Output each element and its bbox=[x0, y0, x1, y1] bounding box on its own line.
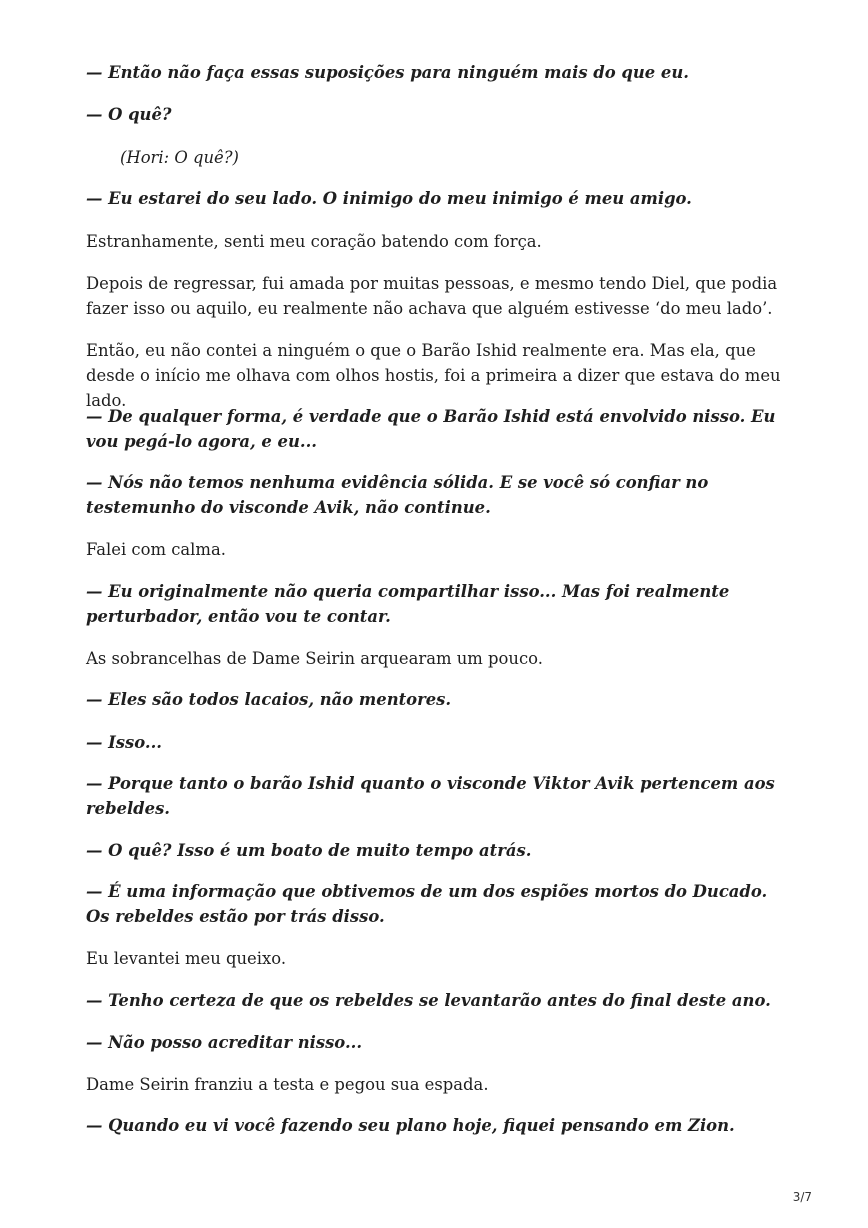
paragraph-15: — Porque tanto o barão Ishid quanto o visconde Viktor Avik pertencem aos rebeldes. bbox=[86, 774, 775, 818]
paragraph-5: Estranhamente, senti meu coração batendo com força. bbox=[86, 232, 542, 251]
paragraph-16: — O quê? Isso é um boato de muito tempo atrás. bbox=[86, 841, 532, 860]
paragraph-19: — Tenho certeza de que os rebeldes se levantarão antes do final deste ano. bbox=[86, 991, 771, 1010]
paragraph-9: — Nós não temos nenhuma evidência sólida. E se você só confiar no testemunho do visconde Avik, não continue. bbox=[86, 473, 709, 517]
paragraph-4: — Eu estarei do seu lado. O inimigo do meu inimigo é meu amigo. bbox=[86, 189, 692, 208]
paragraph-8: — De qualquer forma, é verdade que o Barão Ishid está envolvido nisso. Eu vou pegá-lo agora, e eu... bbox=[86, 407, 776, 451]
paragraph-18: Eu levantei meu queixo. bbox=[86, 949, 287, 968]
paragraph-20: — Não posso acreditar nisso... bbox=[86, 1033, 363, 1052]
paragraph-13: — Eles são todos lacaios, não mentores. bbox=[86, 690, 452, 709]
paragraph-1: — Então não faça essas suposições para ninguém mais do que eu. bbox=[86, 63, 689, 82]
page-number: 3/7 bbox=[792, 1190, 812, 1204]
paragraph-17: — É uma informação que obtivemos de um dos espiões mortos do Ducado. Os rebeldes estão por trás disso. bbox=[86, 882, 768, 926]
paragraph-11: — Eu originalmente não queria compartilhar isso... Mas foi realmente perturbador, então vou te contar. bbox=[86, 582, 730, 626]
paragraph-12: As sobrancelhas de Dame Seirin arquearam um pouco. bbox=[86, 649, 543, 668]
paragraph-2: — O quê? bbox=[86, 105, 172, 124]
paragraph-3: (Hori: O quê?) bbox=[120, 148, 239, 167]
paragraph-22: — Quando eu vi você fazendo seu plano hoje, fiquei pensando em Zion. bbox=[86, 1116, 735, 1135]
paragraph-7: Então, eu não contei a ninguém o que o Barão Ishid realmente era. Mas ela, que desde o início me olhava com olhos hostis, foi a primeira a dizer que estava do meu lado. bbox=[86, 341, 781, 410]
paragraph-10: Falei com calma. bbox=[86, 540, 226, 559]
paragraph-21: Dame Seirin franziu a testa e pegou sua espada. bbox=[86, 1075, 489, 1094]
paragraph-6: Depois de regressar, fui amada por muitas pessoas, e mesmo tendo Diel, que podia fazer isso ou aquilo, eu realmente não achava que alguém estivesse ‘do meu lado’. bbox=[86, 274, 778, 318]
paragraph-14: — Isso... bbox=[86, 733, 162, 752]
